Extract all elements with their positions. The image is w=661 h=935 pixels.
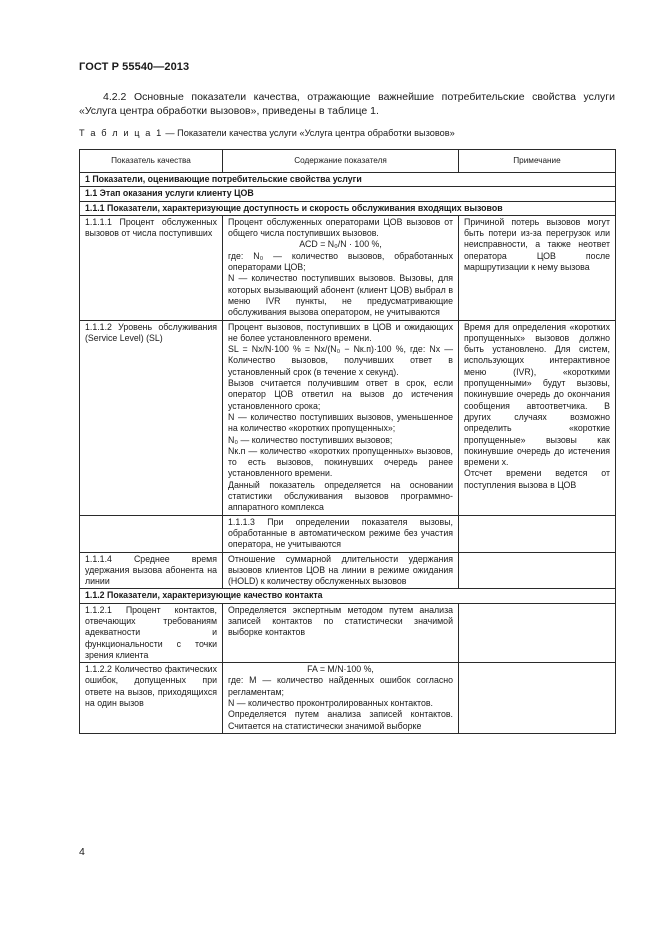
section-1-1-2-title <box>80 589 616 603</box>
section-1-1-2-label: 1.1.2 Показатели, характеризующие качество контакта <box>85 590 323 601</box>
content-line: Определяется путем анализа записей контактов. Считается на статистически значимой выборке <box>228 709 453 731</box>
indicator-content: Определяется экспертным методом путем анализа записей контактов по статистически значимой выборке контактов <box>223 603 459 662</box>
content-line: Процент обслуженных операторами ЦОВ вызовов от общего числа поступивших вызовов. <box>228 216 453 239</box>
empty-cell <box>459 515 616 552</box>
indicator-name: 1.1.1.4 Среднее время удержания вызова абонента на линии <box>80 552 223 589</box>
table-row <box>80 320 616 515</box>
table-caption <box>79 128 619 138</box>
section-1-1-title <box>80 187 616 201</box>
formula-fa: FA = M/N·100 %, <box>307 664 374 675</box>
content-line: Данный показатель определяется на основании статистики обслуживания вызовов программно-аппаратного комплекса <box>228 479 453 513</box>
section-1-label: 1 Показатели, оценивающие потребительские свойства услуги <box>85 174 362 184</box>
section-row <box>80 187 616 201</box>
header-note: Примечание <box>459 150 616 173</box>
indicator-name: 1.1.2.2 Количество фактических ошибок, допущенных при ответе на вызов, приходящихся на один вызов <box>80 663 223 734</box>
empty-cell <box>459 663 616 734</box>
formula-sl: SL = Nx/N·100 % = Nx/(N₀ − Nк.п)·100 %, где: Nx — Количество вызовов, получивших ответ в установленный срок (в течение x секунд). <box>228 344 453 377</box>
content-line: N — количество поступивших вызовов, уменьшенное на количество «коротких пропущенных»; <box>228 411 453 434</box>
content-line: где: M — количество найденных ошибок согласно регламентам; <box>228 675 453 697</box>
empty-cell <box>80 515 223 552</box>
content-line: Вызов считается получившим ответ в срок, если оператор ЦОВ ответил на вызов до истечения установленного срока; <box>228 378 453 411</box>
table-header-row <box>80 150 616 173</box>
formula-acd: ACD = N₀/N · 100 %, <box>299 239 382 250</box>
section-row <box>80 589 616 603</box>
content-line: N — количество поступивших вызовов. Вызовы, для которых вызывающий абонент (клиент ЦОВ) выбрал в меню IVR пункты, не предусматривающие обслуживания вызова оператором, не учитываются <box>228 273 453 318</box>
table-row <box>80 215 616 320</box>
section-1-title <box>80 173 616 187</box>
table-row <box>80 663 616 734</box>
header-indicator: Показатель качества <box>80 150 223 173</box>
table-caption-title: — Показатели качества услуги «Услуга центра обработки вызовов» <box>162 128 455 138</box>
table-row <box>80 552 616 589</box>
content-line: где: N₀ — количество вызовов, обработанных операторами ЦОВ; <box>228 250 453 273</box>
note-line: Время для определения «коротких пропущенных» вызовов должно быть установлено. Для систем, использующих интерактивное меню (IVR), «короткими пропущенными» будут вызовы, покинувшие очередь до окончания сообщения автоответчика. В других случаях возможно определить «короткие пропущенные» вызовы как покинувшие очередь до истечения времени x. <box>464 321 610 468</box>
indicator-name: 1.1.2.1 Процент контактов, отвечающих требованиям адекватности и функциональности с точки зрения клиента <box>80 603 223 662</box>
indicator-note: Причиной потерь вызовов могут быть потери из-за перегрузок или неисправности, а также неответ оператора ЦОВ после маршрутизации к нему вызова <box>459 215 616 320</box>
content-line: Процент вызовов, поступивших в ЦОВ и ожидающих не более установленного времени. <box>228 321 453 343</box>
quality-indicators-table <box>79 149 616 734</box>
indicator-content <box>223 663 459 734</box>
document-code: ГОСТ Р 55540—2013 <box>79 61 190 73</box>
section-row <box>80 201 616 215</box>
section-row <box>80 173 616 187</box>
empty-cell <box>459 552 616 589</box>
indicator-name: 1.1.1.1 Процент обслуженных вызовов от числа поступивших <box>80 215 223 320</box>
indicator-content <box>223 320 459 515</box>
content-line: N₀ — количество поступивших вызовов; <box>228 434 393 445</box>
note-line: Отсчет времени ведется от поступления вызова в ЦОВ <box>464 468 610 490</box>
section-1-1-label: 1.1 Этап оказания услуги клиенту ЦОВ <box>85 188 254 199</box>
empty-cell <box>459 603 616 662</box>
section-1-1-1-title <box>80 201 616 215</box>
section-1-1-1-label: 1.1.1 Показатели, характеризующие доступность и скорость обслуживания входящих вызовов <box>85 202 503 213</box>
table-row <box>80 515 616 552</box>
indicator-note <box>459 320 616 515</box>
page-number: 4 <box>79 846 85 858</box>
indicator-content: 1.1.1.3 При определении показателя вызовы, обработанные в автоматическом режиме без участия оператора, не учитываются <box>223 515 459 552</box>
content-line: Nк.п — количество «коротких пропущенных» вызовов, то есть вызовов, покинувших очередь ранее установленного времени. <box>228 445 453 479</box>
indicator-content: Отношение суммарной длительности удержания вызовов клиентов ЦОВ на линии в режиме ожидания (HOLD) к количеству обслуженных вызовов <box>223 552 459 589</box>
content-line: N — количество проконтролированных контактов. <box>228 698 433 709</box>
indicator-content <box>223 215 459 320</box>
header-content: Содержание показателя <box>223 150 459 173</box>
indicator-name: 1.1.1.2 Уровень обслуживания (Service Level) (SL) <box>80 320 223 515</box>
intro-paragraph: 4.2.2 Основные показатели качества, отражающие важнейшие потребительские свойства услуги «Услуга центра обработки вызовов», приведены в таблице 1. <box>79 91 615 117</box>
table-row <box>80 603 616 662</box>
table-caption-prefix: Т а б л и ц а 1 <box>79 128 163 138</box>
